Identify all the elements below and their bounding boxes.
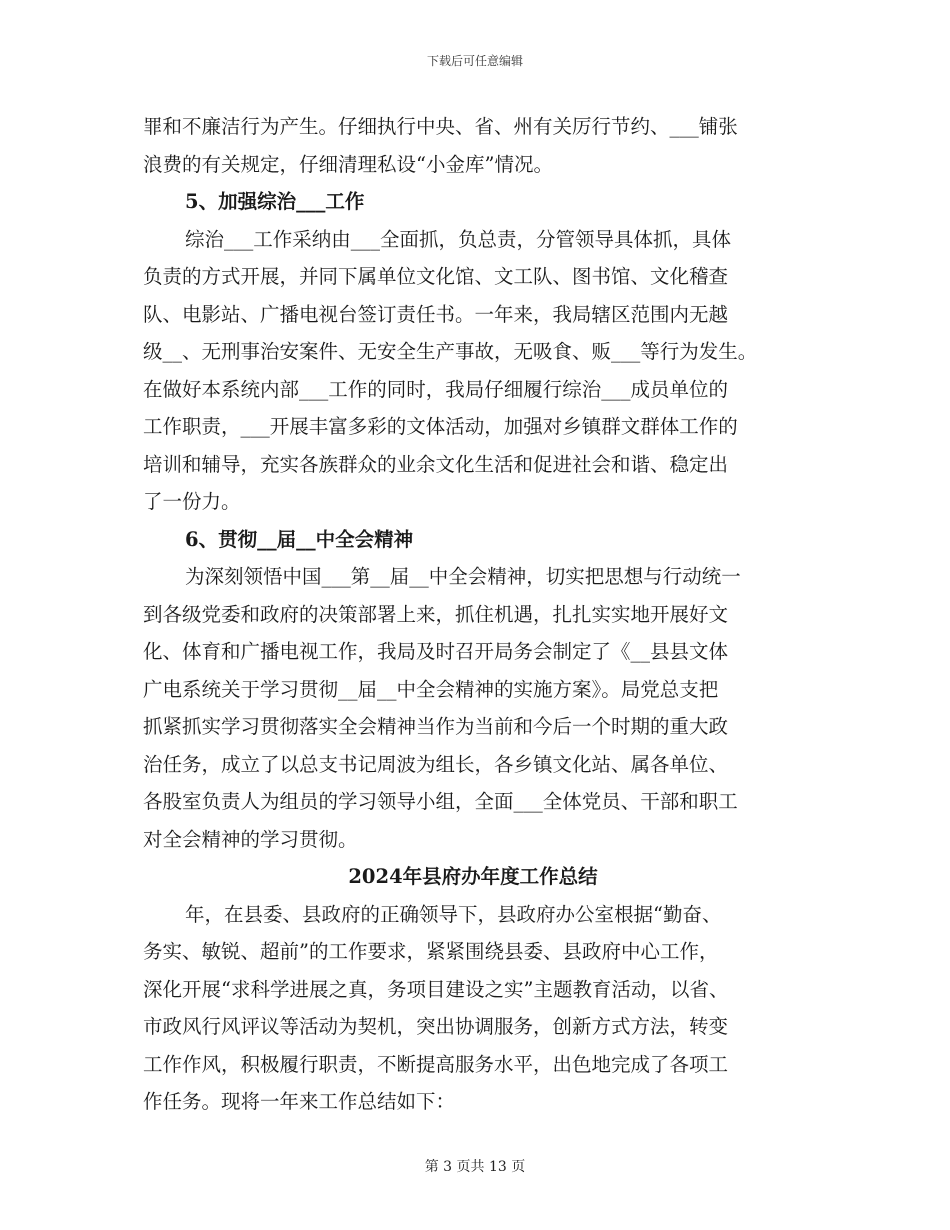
section-heading: 5、加强综治___工作 <box>185 190 365 213</box>
body-line: 务实、敏锐、超前”的工作要求，紧紧围绕县委、县政府中心工作， <box>143 940 719 963</box>
body-line: 罪和不廉洁行为产生。仔细执行中央、省、州有关厉行节约、___铺张 <box>143 115 738 138</box>
body-line: 作任务。现将一年来工作总结如下： <box>143 1090 456 1113</box>
body-line: 负责的方式开展，并同下属单位文化馆、文工队、图书馆、文化稽查 <box>143 265 729 288</box>
body-line: 抓紧抓实学习贯彻落实全会精神当作为当前和今后一个时期的重大政 <box>143 715 729 738</box>
body-line: 工作职责，___开展丰富多彩的文体活动，加强对乡镇群文群体工作的 <box>143 415 738 438</box>
body-line: 深化开展“求科学进展之真，务项目建设之实”主题教育活动，以省、 <box>143 977 729 1001</box>
page-header: 下载后可任意编辑 <box>426 54 523 68</box>
body-line: 培训和辅导，充实各族群众的业余文化生活和促进社会和谐、稳定出 <box>143 452 729 476</box>
document-body <box>143 108 823 1121</box>
body-line: 综治___工作采纳由___全面抓，负总责，分管领导具体抓，具体 <box>185 227 732 251</box>
body-line: 年，在县委、县政府的正确领导下，县政府办公室根据“勤奋、 <box>185 902 722 926</box>
body-line: 广电系统关于学习贯彻__届__中全会精神的实施方案》。局党总支把 <box>143 677 719 701</box>
document-title: 2024年县府办年度工作总结 <box>348 865 598 888</box>
body-line: 各股室负责人为组员的学习领导小组，全面___全体党员、干部和职工 <box>143 790 738 813</box>
body-line: 级__、无刑事治安案件、无安全生产事故，无吸食、贩___等行为发生。 <box>143 340 758 363</box>
body-line: 队、电影站、广播电视台签订责任书。一年来，我局辖区范围内无越 <box>143 302 729 326</box>
page-footer: 第 3 页共 13 页 <box>424 1159 526 1175</box>
body-line: 了一份力。 <box>143 490 241 513</box>
body-line: 为深刻领悟中国___第__届__中全会精神，切实把思想与行动统一 <box>185 565 741 588</box>
body-line: 市政风行风评议等活动为契机，突出协调服务，创新方式方法，转变 <box>143 1015 729 1038</box>
body-line: 到各级党委和政府的决策部署上来，抓住机遇，扎扎实实地开展好文 <box>143 602 729 626</box>
body-line: 化、体育和广播电视工作，我局及时召开局务会制定了《__县县文体 <box>143 640 729 663</box>
body-line: 治任务，成立了以总支书记周波为组长，各乡镇文化站、属各单位、 <box>143 752 729 776</box>
body-line: 在做好本系统内部___工作的同时，我局仔细履行综治___成员单位的 <box>143 377 729 401</box>
section-heading: 6、贯彻__届__中全会精神 <box>185 527 414 551</box>
body-line: 对全会精神的学习贯彻。 <box>143 827 358 851</box>
body-line: 浪费的有关规定，仔细清理私设“小金库”情况。 <box>143 152 553 176</box>
body-line: 工作作风，积极履行职责，不断提高服务水平，出色地完成了各项工 <box>143 1052 729 1076</box>
